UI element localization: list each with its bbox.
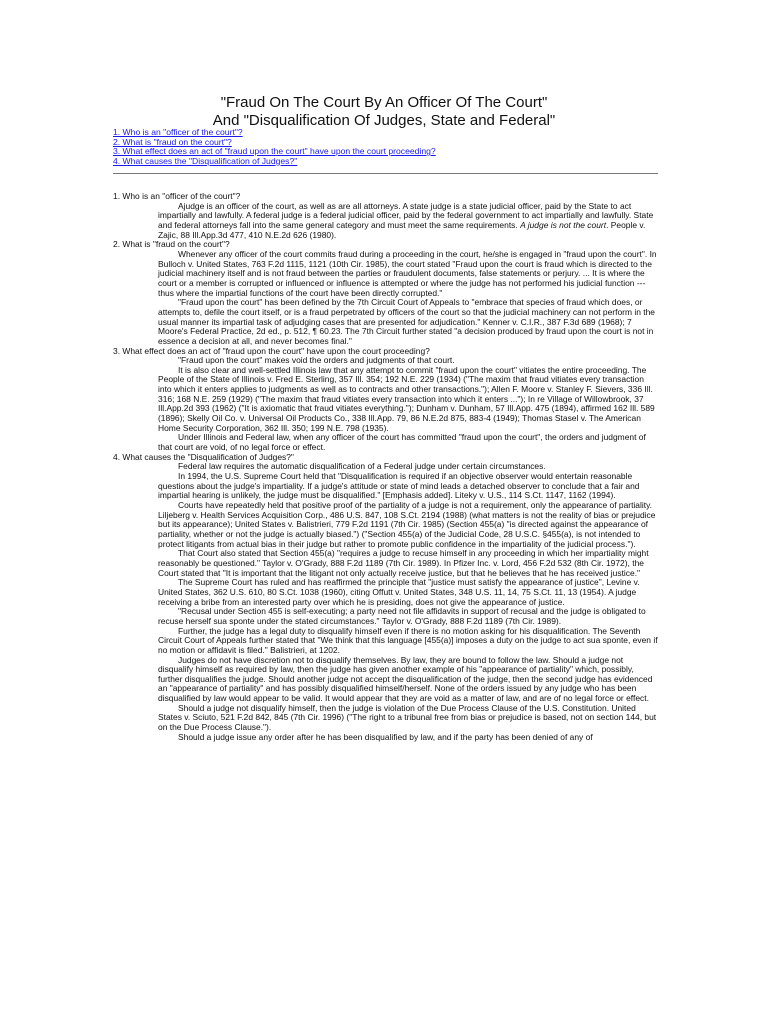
section-4-paragraph-9: Should a judge not disqualify himself, then the judge is violation of the Due Process Clause of the U.S. Constitution. United States v. Sciuto, 521 F.2d 842, 845 (7th Cir. 1996) ("The right to a tribunal free from bias or prejudice is based, not on section 144, but on the Due Process Clause."). [158,702,657,733]
section-1-paragraph [113,202,658,241]
section-1-emphasis: A judge is not the court [520,219,607,230]
section-4-paragraph-7: Further, the judge has a legal duty to disqualify himself even if there is no motion asking for his disqualification. The Seventh Circuit Court of Appeals further stated that "We think that this language [455(a)] imposes a duty on the judge to act sua sponte, even if no motion or affidavit is filed." Balistrieri, at 1202. [158,625,658,655]
section-2-paragraph-1: Whenever any officer of the court commits fraud during a proceeding in the court, he/she is engaged in "fraud upon the court". In Bulloch v. United States, 763 F.2d 1115, 1121 (10th Cir. 1985), the court stated "Fraud upon the court is fraud which is directed to the judicial machinery itself and is not fraud between the parties or fraudulent documents, false statements or perjury. ... It is where the court or a member is corrupted or influenced or influence is attempted or where the judge has not performed his judicial function --- thus where the impartial functions of the court have been directly corrupted." [158,248,657,298]
section-4-paragraph-3: Courts have repeatedly held that positive proof of the partiality of a judge is not a requirement, only the appearance of partiality. Liljeberg v. Health Services Acquisition Corp., 486 U.S. 847, 108 S.Ct. 2194 (1988) (what matters is not the reality of bias or prejudice but its appearance); United States v. Balistrieri, 779 F.2d 1191 (7th Cir. 1985) (Section 455(a) "is directed against the appearance of partiality, whether or not the judge is actually biased.") ("Section 455(a) of the Judicial Code, 28 U.S.C. §455(a), is not intended to protect litigants from actual bias in their judge but rather to promote public confidence in the impartiality of the judicial process."). [158,500,656,549]
section-3-heading: 3. What effect does an act of "fraud upon the court" have upon the court proceeding? [113,345,430,356]
section-3-paragraph-3: Under Illinois and Federal law, when any officer of the court has committed "fraud upon the court", the orders and judgment of that court are void, of no legal force or effect. [158,432,646,453]
section-4-paragraph-8: Judges do not have discretion not to disqualify themselves. By law, they are bound to follow the law. Should a judge not disqualify himself as required by law, then the judge has given another example of his "appearance of partiality" which, possibly, further disqualifies the judge. Should another judge not accept the disqualification of the judge, then the second judge has evidenced an "appearance of partiality" and has possibly disqualified himself/herself. None of the orders issued by any judge who has been disqualified by law would appear to be valid. It would appear that they are void as a matter of law, and are of no legal force or effect. [158,654,653,704]
document-title [0,94,768,130]
section-1-text-b: . People v. Zajic, 88 Ill.App.3d 477, 410 N.E.2d 626 (1980). [158,219,646,240]
section-1-heading: 1. Who is an "officer of the court"? [113,191,241,201]
section-3-paragraph-1: "Fraud upon the court" makes void the orders and judgments of that court. [178,355,455,366]
section-4-paragraph-6: "Recusal under Section 455 is self-executing; a party need not file affidavits in support of recusal and the judge is obligated to recuse herself sua sponte under the stated circumstances." Taylor v. O'Grady, 888 F.2d 1189 (7th Cir. 1989). [158,606,646,626]
section-3-paragraph-2: It is also clear and well-settled Illinois law that any attempt to commit "fraud upon the court" vitiates the entire proceeding. The People of the State of Illinois v. Fred E. Sterling, 357 Ill. 354; 192 N.E. 229 (1934) ("The maxim that fraud vitiates every transaction into which it enters applies to judgments as well as to contracts and other transactions."); Allen F. Moore v. Stanley F. Sievers, 336 Ill. 316; 168 N.E. 259 (1929) ("The maxim that fraud vitiates every transaction into which it enters ..."); In re Village of Willowbrook, 37 Ill.App.2d 393 (1962) ("It is axiomatic that fraud vitiates everything."); Dunham v. Dunham, 57 Ill.App. 475 (1894), affirmed 162 Ill. 589 (1896); Skelly Oil Co. v. Universal Oil Products Co., 338 Ill.App. 79, 86 N.E.2d 875, 883-4 (1949); Thomas Stasel v. The American Home Security Corporation, 362 Ill. 350; 199 N.E. 798 (1935). [158,364,655,433]
section-4-paragraph-4: That Court also stated that Section 455(a) "requires a judge to recuse himself in any proceeding in which her impartiality might reasonably be questioned." Taylor v. O'Grady, 888 F.2d 1189 (7th Cir. 1989). In Pfizer Inc. v. Lord, 456 F.2d 532 (8th Cir. 1972), the Court stated that "It is important that the litigant not only actually receive justice, but that he believes that he has received justice." [158,548,649,578]
section-2-paragraph-2: "Fraud upon the court" has been defined by the 7th Circuit Court of Appeals to "embrace that species of fraud which does, or attempts to, defile the court itself, or is a fraud perpetrated by officers of the court so that the judicial machinery can not perform in the usual manner its impartial task of adjudging cases that are presented for adjudication." Kenner v. C.I.R., 387 F.3d 689 (1968); 7 Moore's Federal Practice, 2d ed., p. 512, ¶ 60.23. The 7th Circuit further stated "a decision produced by fraud upon the court is not in essence a decision at all, and never becomes final." [158,297,655,346]
table-of-contents [113,128,673,166]
section-4-paragraph-1: Federal law requires the automatic disqualification of a Federal judge under certain circumstances. [178,461,546,472]
toc-link-1[interactable]: 1. Who is an "officer of the court"? [113,127,243,137]
title-line-2: And "Disqualification Of Judges, State and Federal" [212,112,556,129]
horizontal-divider [113,173,658,174]
toc-link-3[interactable]: 3. What effect does an act of "fraud upon the court" have upon the court proceeding? [113,146,436,156]
section-4-heading: 4. What causes the "Disqualification of Judges?" [113,451,294,462]
section-4-paragraph-2: In 1994, the U.S. Supreme Court held that "Disqualification is required if an objective observer would entertain reasonable questions about the judge's impartiality. If a judge's attitude or state of mind leads a detached observer to conclude that a fair and impartial hearing is unlikely, the judge must be disqualified." [Emphasis added]. Liteky v. U.S., 114 S.Ct. 1147, 1162 (1994). [158,471,640,501]
section-1-text-a: Ajudge is an officer of the court, as well as are all attorneys. A state judge is a state judicial officer, paid by the State to act impartially and lawfully. A federal judge is a federal judicial officer, paid by the federal government to act impartially and lawfully. State and federal attorneys fall into the same general category and must meet the same requirements. [158,200,654,230]
toc-link-2[interactable]: 2. What is "fraud on the court"? [113,136,232,147]
section-4-paragraph-5: The Supreme Court has ruled and has reaffirmed the principle that "justice must satisfy the appearance of justice", Levine v. United States, 362 U.S. 610, 80 S.Ct. 1038 (1960), citing Offutt v. United States, 348 U.S. 11, 14, 75 S.Ct. 11, 13 (1954). A judge receiving a bribe from an interested party over which he is presiding, does not give the appearance of justice. [158,577,640,607]
section-2-heading: 2. What is "fraud on the court"? [113,239,230,250]
document-body [113,192,658,742]
toc-link-4[interactable]: 4. What causes the "Disqualification of Judges?" [113,155,298,166]
title-line-1: "Fraud On The Court By An Officer Of The Court" [220,94,548,111]
section-4-paragraph-10: Should a judge issue any order after he has been disqualified by law, and if the party has been denied of any of [178,731,593,742]
